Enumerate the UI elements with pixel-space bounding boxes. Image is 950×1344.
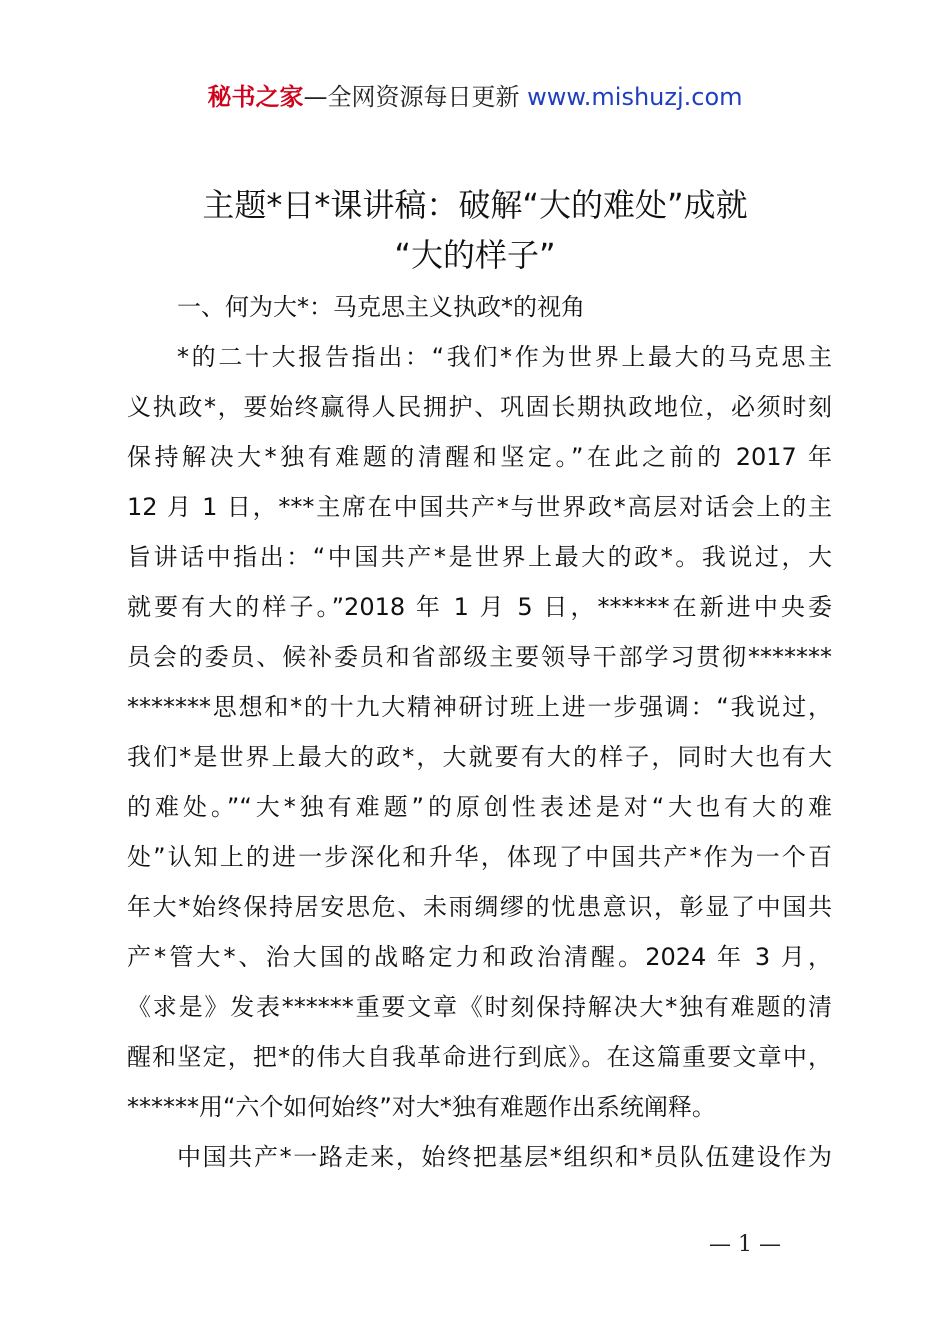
body-line: 中国共产*一路走来，始终把基层*组织和*员队伍建设作为 bbox=[177, 1143, 832, 1171]
body-line: 我们*是世界上最大的政*，大就要有大的样子，同时大也有大 bbox=[127, 743, 832, 771]
body-line: 旨讲话中指出：“中国共产*是世界上最大的政*。我说过，大 bbox=[127, 543, 832, 571]
site-tagline: —全网资源每日更新 bbox=[303, 83, 520, 111]
body-line: ******用“六个如何始终”对大*独有难题作出系统阐释。 bbox=[127, 1093, 716, 1121]
body-line: *******思想和*的十九大精神研讨班上进一步强调：“我说过， bbox=[127, 693, 832, 721]
body-line: 年大*始终保持居安思危、未雨绸缪的忧患意识，彰显了中国共 bbox=[127, 893, 832, 921]
body-line: *的二十大报告指出：“我们*作为世界上最大的马克思主 bbox=[177, 343, 832, 371]
page-number: — 1 — bbox=[709, 1232, 781, 1257]
document-title-line-1: 主题*日*课讲稿：破解“大的难处”成就 bbox=[202, 186, 748, 224]
site-header bbox=[0, 80, 950, 114]
body-line: 12 月 1 日，***主席在中国共产*与世界政*高层对话会上的主 bbox=[127, 493, 832, 521]
body-line: 产*管大*、治大国的战略定力和政治清醒。2024 年 3 月， bbox=[127, 943, 832, 971]
body-line: 醒和坚定，把*的伟大自我革命进行到底》。在这篇重要文章中， bbox=[127, 1043, 832, 1071]
body-line: 处”认知上的进一步深化和升华，体现了中国共产*作为一个百 bbox=[127, 843, 832, 871]
site-url[interactable]: www.mishuzj.com bbox=[519, 83, 743, 111]
body-line: 的难处。”“大*独有难题”的原创性表述是对“大也有大的难 bbox=[127, 793, 832, 821]
body-line: 就要有大的样子。”2018 年 1 月 5 日，******在新进中央委 bbox=[127, 593, 832, 621]
document-body bbox=[127, 282, 832, 1182]
document-title-line-2: “大的样子” bbox=[394, 236, 556, 274]
body-line: 员会的委员、候补委员和省部级主要领导干部学习贯彻******* bbox=[127, 643, 832, 671]
body-line: 《求是》发表******重要文章《时刻保持解决大*独有难题的清 bbox=[127, 993, 832, 1021]
body-line: 保持解决大*独有难题的清醒和坚定。”在此之前的 2017 年 bbox=[127, 443, 832, 471]
site-brand: 秘书之家 bbox=[207, 83, 304, 111]
body-line: 义执政*，要始终赢得人民拥护、巩固长期执政地位，必须时刻 bbox=[127, 393, 832, 421]
section-heading: 一、何为大*：马克思主义执政*的视角 bbox=[177, 293, 585, 321]
